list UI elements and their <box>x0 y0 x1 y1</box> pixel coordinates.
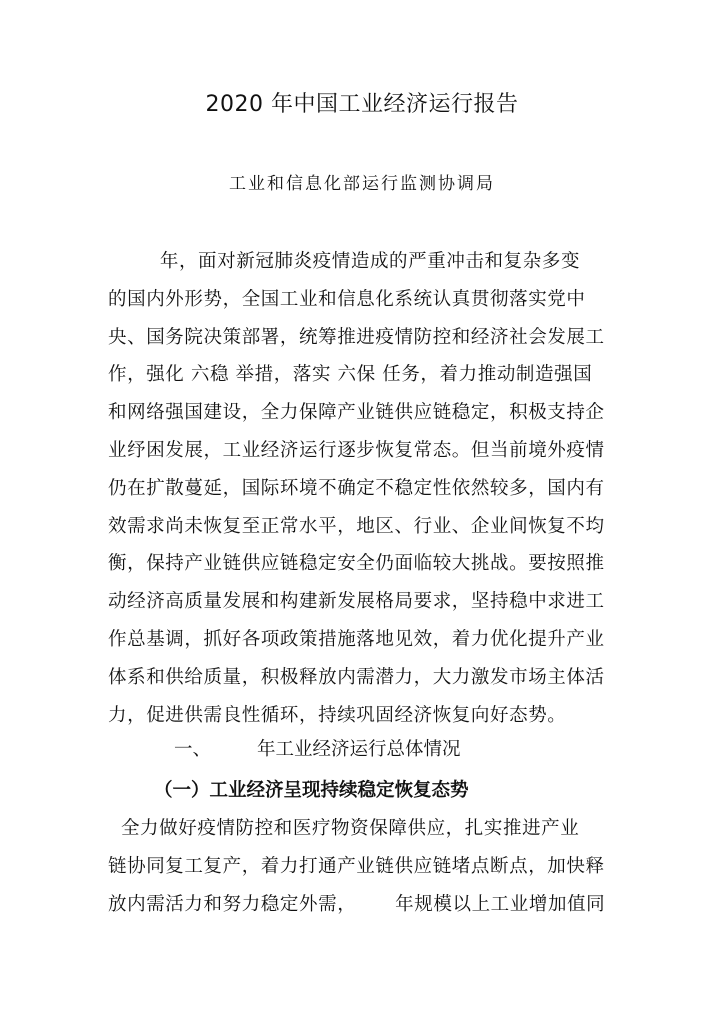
paragraph-industrial-recovery <box>108 810 618 923</box>
paragraph-line: 的国内外形势，全国工业和信息化系统认真贯彻落实党中 <box>108 288 586 310</box>
section-title: 年工业经济运行总体情况 <box>257 739 461 760</box>
paragraph-line: 央、国务院决策部署，统筹推进疫情防控和经济社会发展工 <box>108 326 605 348</box>
paragraph-line: 力，促进供需良性循环，持续巩固经济恢复向好态势。 <box>108 704 567 726</box>
subsection-heading: （一）工业经济呈现持续稳定恢复态势 <box>154 780 469 801</box>
paragraph-line: 动经济高质量发展和构建新发展格局要求，坚持稳中求进工 <box>108 591 605 613</box>
paragraph-line: 链协同复工复产，着力打通产业链供应链堵点断点，加快释 <box>108 855 605 877</box>
paragraph-line: 全力做好疫情防控和医疗物资保障供应，扎实推进产业 <box>108 818 580 839</box>
paragraph-line: 年，面对新冠肺炎疫情造成的严重冲击和复杂多变 <box>108 251 581 272</box>
paragraph-line: 作总基调，抓好各项政策措施落地见效，着力优化提升产业 <box>108 628 605 650</box>
paragraph-line: 和网络强国建设，全力保障产业链供应链稳定，积极支持企 <box>108 402 605 424</box>
paragraph-line: 放内需活力和努力稳定外需， 年规模以上工业增加值同 <box>108 893 606 915</box>
paragraph-intro <box>108 243 618 734</box>
paragraph-line: 作，强化 六稳 举措，落实 六保 任务，着力推动制造强国 <box>108 364 593 386</box>
section-heading <box>174 736 461 764</box>
section-number: 一、 <box>174 739 212 760</box>
paragraph-line: 业纾困发展，工业经济运行逐步恢复常态。但当前境外疫情 <box>108 439 605 461</box>
paragraph-line: 体系和供给质量，积极释放内需潜力，大力激发市场主体活 <box>108 666 605 688</box>
paragraph-line: 仍在扩散蔓延，国际环境不确定不稳定性依然较多，国内有 <box>108 477 605 499</box>
document-author: 工业和信息化部运行监测协调局 <box>229 174 495 194</box>
document-title: 2020 年中国工业经济运行报告 <box>205 92 519 117</box>
paragraph-line: 效需求尚未恢复至正常水平，地区、行业、企业间恢复不均 <box>108 515 605 537</box>
paragraph-line: 衡，保持产业链供应链稳定安全仍面临较大挑战。要按照推 <box>108 553 605 575</box>
